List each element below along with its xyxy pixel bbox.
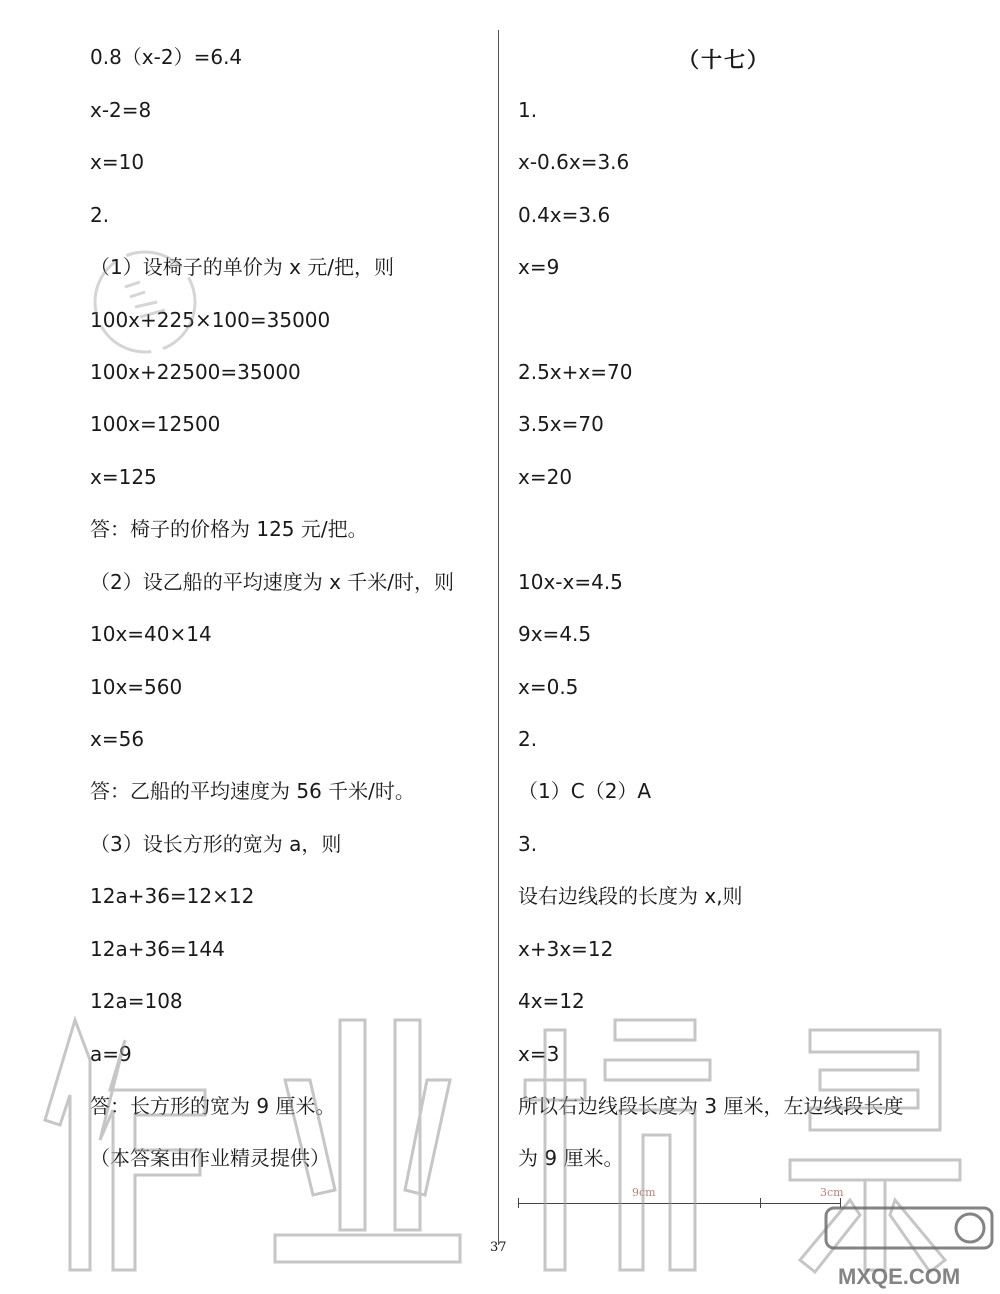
answer-line: 4x=12 [518,989,585,1013]
answer-line: x=9 [518,255,560,279]
segment-tick [760,1198,761,1208]
answer-line: 12a+36=144 [90,937,225,961]
answer-line: x+3x=12 [518,937,614,961]
answer-line: （本答案由作业精灵提供） [90,1146,330,1170]
answer-line: 1. [518,98,538,122]
answer-line: 100x+225×100=35000 [90,308,331,332]
answer-line: x=3 [518,1042,560,1066]
answer-line: 100x=12500 [90,412,221,436]
answer-line: x=125 [90,465,157,489]
answer-line: 10x=560 [90,675,183,699]
stamp-watermark-icon [85,242,205,362]
answer-line: a=9 [90,1042,132,1066]
answer-line: x=56 [90,727,145,751]
answer-line: 12a=108 [90,989,183,1013]
answer-line: x=10 [90,150,145,174]
answer-line: 10x-x=4.5 [518,570,623,594]
answer-line: 3.5x=70 [518,412,604,436]
answer-line: 所以右边线段长度为 3 厘米，左边线段长度 [518,1094,904,1118]
page-number: 37 [490,1240,507,1255]
site-logo-icon [820,1200,998,1292]
answer-line: 0.8（x-2）=6.4 [90,45,243,69]
answer-line: 答：乙船的平均速度为 56 千米/时。 [90,779,415,803]
answer-line: （2）设乙船的平均速度为 x 千米/时，则 [90,570,455,594]
section-heading: （十七） [678,48,770,72]
segment-label-right: 3cm [820,1186,844,1199]
answer-line: 2.5x+x=70 [518,360,633,384]
answer-line: 3. [518,832,538,856]
answer-line: 12a+36=12×12 [90,884,255,908]
answer-line: （1）C（2）A [518,779,652,803]
answer-line: 设右边线段的长度为 x,则 [518,884,743,908]
answer-line: （1）设椅子的单价为 x 元/把，则 [90,255,395,279]
answer-line: （3）设长方形的宽为 a，则 [90,832,342,856]
answer-line: 10x=40×14 [90,622,212,646]
answer-line: 100x+22500=35000 [90,360,301,384]
watermark-glyph-icon [515,1000,715,1290]
answer-line: 2. [90,203,110,227]
answer-line: x=20 [518,465,573,489]
answer-line: 9x=4.5 [518,622,592,646]
answer-line: 0.4x=3.6 [518,203,611,227]
answer-line: x=0.5 [518,675,579,699]
site-name: MXQE.COM [838,1264,961,1289]
answer-line: 为 9 厘米。 [518,1146,624,1170]
answer-line: 答：椅子的价格为 125 元/把。 [90,517,368,541]
segment-label-left: 9cm [632,1186,656,1199]
watermark-glyph-icon [265,1000,465,1290]
answer-line: x-0.6x=3.6 [518,150,630,174]
column-divider [498,30,499,1245]
answer-line: 2. [518,727,538,751]
watermark-glyph-icon [15,1000,215,1290]
answer-line: x-2=8 [90,98,152,122]
answer-line: 答：长方形的宽为 9 厘米。 [90,1094,336,1118]
